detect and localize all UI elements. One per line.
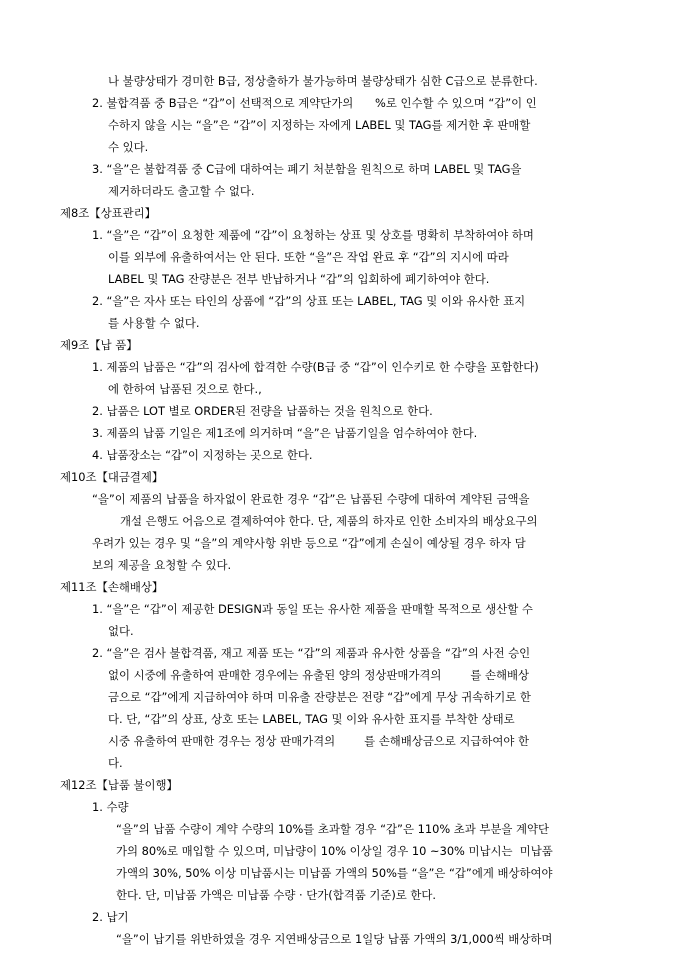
text-line	[0, 290, 680, 312]
article-heading	[0, 576, 680, 598]
text-line	[0, 554, 680, 576]
text-line	[0, 752, 680, 774]
heading-text: 제9조【납 품】	[60, 338, 138, 352]
line-text: 보의 제공을 요청할 수 있다.	[92, 558, 232, 572]
text-line	[0, 796, 680, 818]
line-text: 우려가 있는 경우 및 “을”의 계약사항 위반 등으로 “갑”에게 손실이 예상될 경우 하자 담	[92, 536, 526, 550]
text-line	[0, 246, 680, 268]
text-line	[0, 598, 680, 620]
text-line	[0, 444, 680, 466]
line-text: 금으로 “갑”에게 지급하여야 하며 미유출 잔량분은 전량 “갑”에게 무상 귀속하기로 한	[108, 690, 531, 704]
line-text: 가액의 30%, 50% 이상 미납품시는 미납품 가액의 50%를 “을”은 “갑”에게 배상하여야	[116, 866, 553, 880]
line-text: 1. 수량	[92, 800, 129, 814]
heading-text: 제8조【상표관리】	[60, 206, 157, 220]
line-text: 제거하더라도 출고할 수 없다.	[108, 184, 255, 198]
line-text: 2. “을”은 자사 또는 타인의 상품에 “갑”의 상표 또는 LABEL, TAG 및 이와 유사한 표지	[92, 294, 526, 308]
line-text: 2. 납품은 LOT 별로 ORDER된 전량을 납품하는 것을 원칙으로 한다.	[92, 404, 433, 418]
text-line	[0, 884, 680, 906]
line-text: 없다.	[108, 624, 134, 638]
line-text: 이를 외부에 유출하여서는 안 된다. 또한 “을”은 작업 완료 후 “갑”의 지시에 따라	[108, 250, 509, 264]
line-text: 시중 유출하여 판매한 경우는 정상 판매가격의 를 손해배상금으로 지급하여야 한	[108, 734, 530, 748]
text-line	[0, 818, 680, 840]
text-line	[0, 708, 680, 730]
line-text: 개설 은행도 어음으로 결제하여야 한다. 단, 제품의 하자로 인한 소비자의 배상요구의	[120, 514, 538, 528]
text-line	[0, 224, 680, 246]
text-line	[0, 422, 680, 444]
line-text: 에 한하여 납품된 것으로 한다.,	[108, 382, 262, 396]
text-line	[0, 378, 680, 400]
line-text: 를 사용할 수 없다.	[108, 316, 200, 330]
text-line	[0, 488, 680, 510]
line-text: 1. “을”은 “갑”이 요청한 제품에 “갑”이 요청하는 상표 및 상호를 명확히 부착하여야 하며	[92, 228, 534, 242]
text-line	[0, 642, 680, 664]
heading-text: 제12조【납품 불이행】	[60, 778, 178, 792]
text-line	[0, 92, 680, 114]
line-text: 다. 단, “갑”의 상표, 상호 또는 LABEL, TAG 및 이와 유사한 표지를 부착한 상태로	[108, 712, 515, 726]
text-line	[0, 686, 680, 708]
text-line	[0, 840, 680, 862]
line-text: 가의 80%로 매입할 수 있으며, 미납량이 10% 이상일 경우 10 ~30% 미납시는 미납품	[116, 844, 553, 858]
line-text: 4. 납품장소는 “갑”이 지정하는 곳으로 한다.	[92, 448, 313, 462]
text-line	[0, 664, 680, 686]
line-text: “을”이 납기를 위반하였을 경우 지연배상금으로 1일당 납품 가액의 3/1,000씩 배상하며	[116, 932, 553, 946]
line-text: 2. 불합격품 중 B급은 “갑”이 선택적으로 계약단가의 %로 인수할 수 있으며 “갑”이 인	[92, 96, 537, 110]
line-text: 수 있다.	[108, 140, 149, 154]
text-line	[0, 136, 680, 158]
text-line	[0, 158, 680, 180]
article-heading	[0, 466, 680, 488]
line-text: 1. “을”은 “갑”이 제공한 DESIGN과 동일 또는 유사한 제품을 판매할 목적으로 생산할 수	[92, 602, 533, 616]
text-line	[0, 730, 680, 752]
text-line	[0, 400, 680, 422]
text-line	[0, 70, 680, 92]
text-line	[0, 180, 680, 202]
line-text: 3. “을”은 불합격품 중 C급에 대하여는 폐기 처분함을 원칙으로 하며 LABEL 및 TAG을	[92, 162, 522, 176]
article-heading	[0, 774, 680, 796]
line-text: 2. 납기	[92, 910, 129, 924]
line-text: “을”이 제품의 납품을 하자없이 완료한 경우 “갑”은 납품된 수량에 대하여 계약된 금액을	[92, 492, 530, 506]
text-line	[0, 268, 680, 290]
line-text: 없이 시중에 유출하여 판매한 경우에는 유출된 양의 정상판매가격의 를 손해배상	[108, 668, 530, 682]
line-text: 다.	[108, 756, 123, 770]
line-text: LABEL 및 TAG 잔량분은 전부 반납하거나 “갑”의 입회하에 폐기하여야 한다.	[108, 272, 490, 286]
text-line	[0, 928, 680, 950]
text-line	[0, 862, 680, 884]
line-text: 나 불량상태가 경미한 B급, 정상출하가 불가능하며 불량상태가 심한 C급으로 분류한다.	[108, 74, 538, 88]
line-text: 1. 제품의 납품은 “갑”의 검사에 합격한 수량(B급 중 “갑”이 인수키로 한 수량을 포함한다)	[92, 360, 539, 374]
article-heading	[0, 334, 680, 356]
line-text: “을”의 납품 수량이 계약 수량의 10%를 초과할 경우 “갑”은 110% 초과 부분을 계약단	[116, 822, 550, 836]
line-text: 2. “을”은 검사 불합격품, 재고 제품 또는 “갑”의 제품과 유사한 상품을 “갑”의 사전 승인	[92, 646, 531, 660]
line-text: 한다. 단, 미납품 가액은 미납품 수량 · 단가(합격품 기준)로 한다.	[116, 888, 437, 902]
text-line	[0, 532, 680, 554]
heading-text: 제10조【대금결제】	[60, 470, 164, 484]
text-line	[0, 312, 680, 334]
contract-page	[0, 70, 680, 950]
text-line	[0, 906, 680, 928]
line-text: 수하지 않을 시는 “을”은 “갑”이 지정하는 자에게 LABEL 및 TAG를 제거한 후 판매할	[108, 118, 531, 132]
heading-text: 제11조【손해배상】	[60, 580, 164, 594]
text-line	[0, 620, 680, 642]
line-text: 3. 제품의 납품 기일은 제1조에 의거하며 “을”은 납품기일을 엄수하여야 한다.	[92, 426, 478, 440]
text-line	[0, 114, 680, 136]
text-line	[0, 356, 680, 378]
text-line	[0, 510, 680, 532]
article-heading	[0, 202, 680, 224]
